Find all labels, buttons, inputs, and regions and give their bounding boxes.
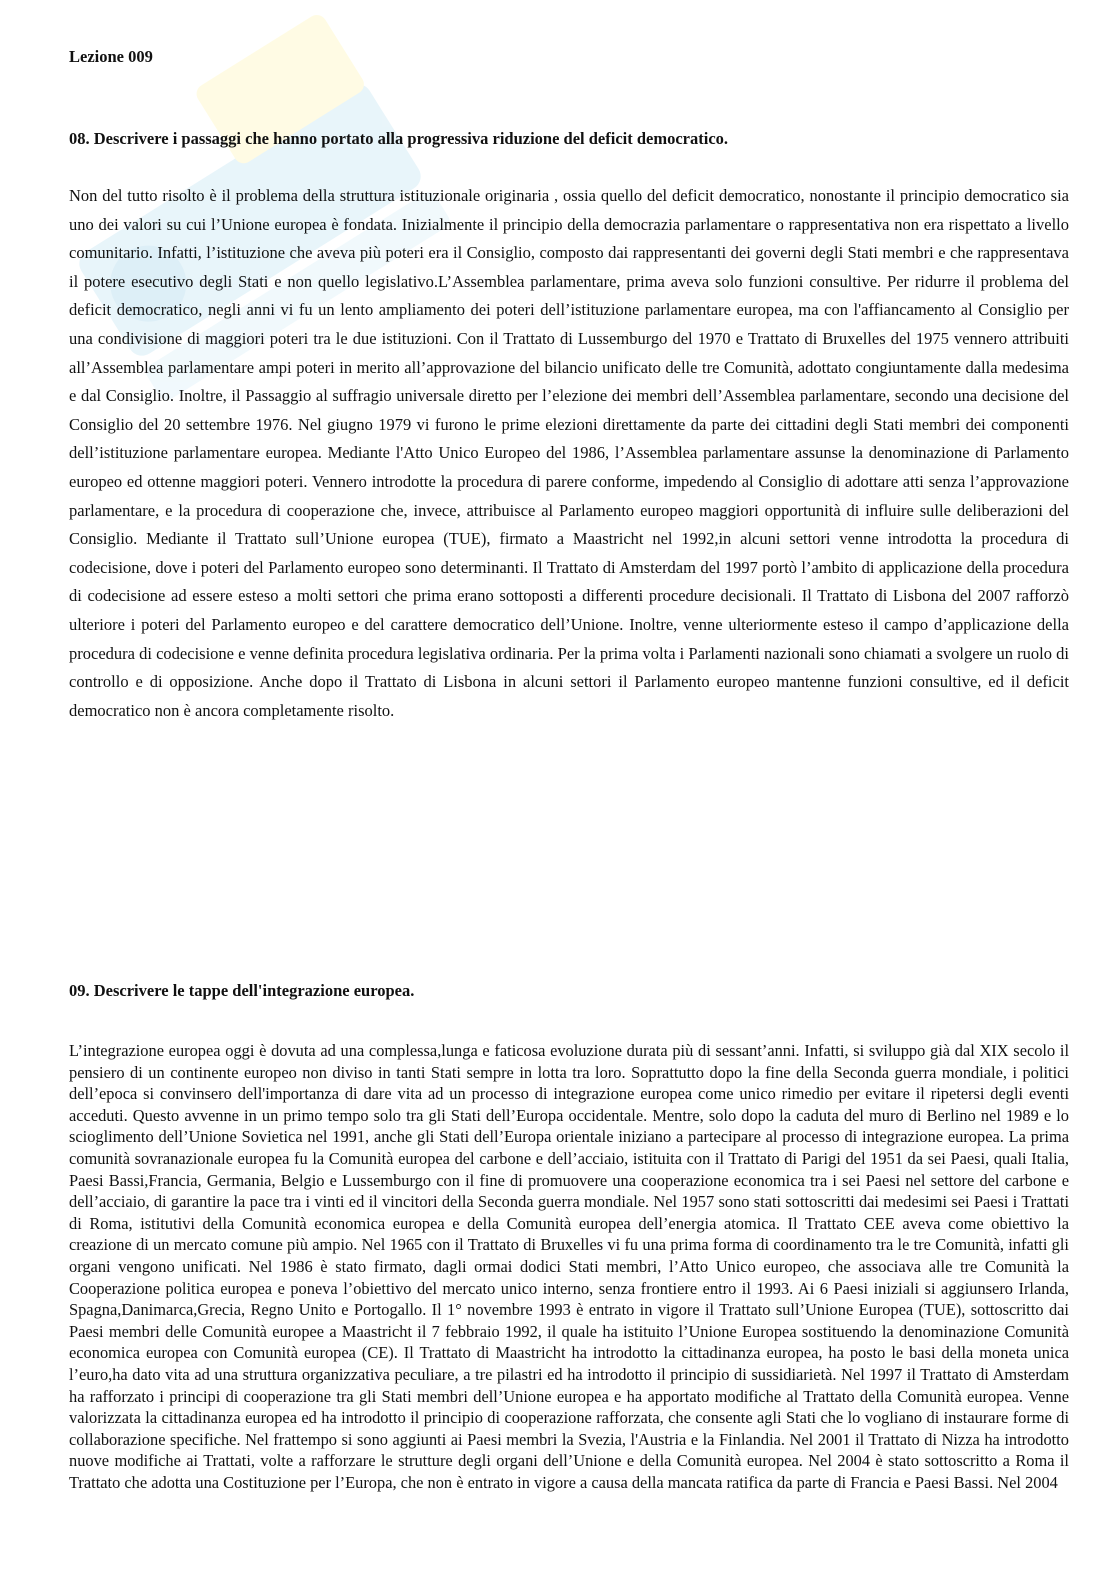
question-09-answer: L’integrazione europea oggi è dovuta ad una complessa,lunga e faticosa evoluzione durata più di sessant’anni. Infatti, si sviluppo già dal XIX secolo il pensiero di un continente europeo non diviso in tanti Stati sempre in lotta tra loro. Soprattutto dopo la fine della Seconda guerra mondiale, i politici dell’epoca si convinsero dell'importanza di dare vita ad un processo di integrazione europea come unico rimedio per evitare il ripetersi degli eventi acceduti. Questo avvenne in un primo tempo solo tra gli Stati dell’Europa occidentale. Mentre, solo dopo la caduta del muro di Berlino nel 1989 e lo scioglimento dell’Unione Sovietica nel 1991, anche gli Stati dell’Europa orientale iniziano a partecipare al processo di integrazione europea. La prima comunità sovranazionale europea fu la Comunità europea del carbone e dell’acciaio, istituita con il Trattato di Parigi del 1951 da sei Paesi, quali Italia, Paesi Bassi,Francia, Germania, Belgio e Lussemburgo con il fine di promuovere una cooperazione economica tra i sei Paesi nel settore del carbone e dell’acciaio, di garantire la pace tra i vinti ed il vincitori della Seconda guerra mondiale. Nel 1957 sono stati sottoscritti dai medesimi sei Paesi i Trattati di Roma, istitutivi della Comunità economica europea e della Comunità europea dell’energia atomica. Il Trattato CEE aveva come obiettivo la creazione di un mercato comune più ampio. Nel 1965 con il Trattato di Bruxelles vi fu una prima forma di coordinamento tra le tre Comunità, infatti gli organi vengono unificati. Nel 1986 è stato firmato, dagli ormai dodici Stati membri, l’Atto Unico europeo, che associava alle tre Comunità la Cooperazione politica europea e poneva l’obiettivo del mercato unico interno, senza frontiere entro il 1993. Ai 6 Paesi iniziali si aggiunsero Irlanda, Spagna,Danimarca,Grecia, Regno Unito e Portogallo. Il 1° novembre 1993 è entrato in vigore il Trattato sull’Unione Europea (TUE), sottoscritto dai Paesi membri delle Comunità europee a Maastricht il 7 febbraio 1992, il quale ha istituito l’Unione Europea sostituendo la denominazione Comunità economica europea con Comunità europea (CE). Il Trattato di Maastricht ha introdotto la cittadinanza europea, ha posto le basi della moneta unica l’euro,ha dato vita ad una struttura organizzativa peculiare, a tre pilastri ed ha introdotto il principio di sussidiarietà. Nel 1997 il Trattato di Amsterdam ha rafforzato i principi di cooperazione tra gli Stati membri dell’Unione europea e ha apportato modifiche al Trattato della Comunità europea. Venne valorizzata la cittadinanza europea ed ha introdotto il principio di cooperazione rafforzata, che consente agli Stati che lo vogliano di instaurare forme di collaborazione specifiche. Nel frattempo si sono aggiunti ai Paesi membri la Svezia, l'Austria e la Finlandia. Nel 2001 il Trattato di Nizza ha introdotto nuove modifiche ai Trattati, volte a rafforzare le strutture degli organi dell’Unione e della Comunità europea. Nel 2004 è stato sottoscritto a Roma il Trattato che adotta una Costituzione per l’Europa, che non è entrato in vigore a causa della mancata ratifica da parte di Francia e Paesi Bassi. Nel 2004 (69, 1041, 1069, 1492)
question-08-answer: Non del tutto risolto è il problema della struttura istituzionale originaria , ossia quello del deficit democratico, nonostante il principio democratico sia uno dei valori su cui l’Unione europea è fondata. Inizialmente il principio della democrazia parlamentare o rappresentativa non era rispettato a livello comunitario. Infatti, l’istituzione che aveva più poteri era il Consiglio, composto dai rappresentanti dei governi degli Stati membri e che rappresentava il potere esecutivo degli Stati e non quello legislativo.L’Assemblea parlamentare, prima aveva solo funzioni consultive. Per ridurre il problema del deficit democratico, negli anni vi fu un lento ampliamento dei poteri dell’istituzione parlamentare europea, ma con l'affiancamento al Consiglio per una condivisione di maggiori poteri tra le due istituzioni. Con il Trattato di Lussemburgo del 1970 e Trattato di Bruxelles del 1975 vennero attribuiti all’Assemblea parlamentare ampi poteri in merito all’approvazione del bilancio unificato delle tre Comunità, adottato congiuntamente dalla medesima e dal Consiglio. Inoltre, il Passaggio al suffragio universale diretto per l’elezione dei membri dell’Assemblea parlamentare, secondo una decisione del Consiglio del 20 settembre 1976. Nel giugno 1979 vi furono le prime elezioni direttamente da parte dei cittadini degli Stati membri dei componenti dell’istituzione parlamentare europea. Mediante l'Atto Unico Europeo del 1986, l’Assemblea parlamentare assunse la denominazione di Parlamento europeo ed ottenne maggiori poteri. Vennero introdotte la procedura di parere conforme, impedendo al Consiglio di adottare atti senza l’approvazione parlamentare, e la procedura di cooperazione che, invece, attribuisce al Parlamento europeo maggiori opportunità di influire sulle deliberazioni del Consiglio. Mediante il Trattato sull’Unione europea (TUE), firmato a Maastricht nel 1992,in alcuni settori venne introdotta la procedura di codecisione, dove i poteri del Parlamento europeo sono determinanti. Il Trattato di Amsterdam del 1997 portò l’ambito di applicazione della procedura di codecisione ad essere esteso a molti settori che prima erano sottoposti a differenti procedure decisionali. Il Trattato di Lisbona del 2007 rafforzò ulteriore i poteri del Parlamento europeo e del carattere democratico dell’Unione. Inoltre, venne ulteriormente esteso il campo d’applicazione della procedura di codecisione e venne definita procedura legislativa ordinaria. Per la prima volta i Parlamenti nazionali sono chiamati a svolgere un ruolo di controllo e di opposizione. Anche dopo il Trattato di Lisbona in alcuni settori il Parlamento europeo mantenne funzioni consultive, ed il deficit democratico non è ancora completamente risolto. (69, 186, 1069, 720)
question-09-title: 09. Descrivere le tappe dell'integrazione europea. (69, 981, 415, 1000)
question-08-title: 08. Descrivere i passaggi che hanno portato alla progressiva riduzione del deficit democratico. (69, 129, 729, 148)
lesson-title: Lezione 009 (69, 47, 153, 66)
